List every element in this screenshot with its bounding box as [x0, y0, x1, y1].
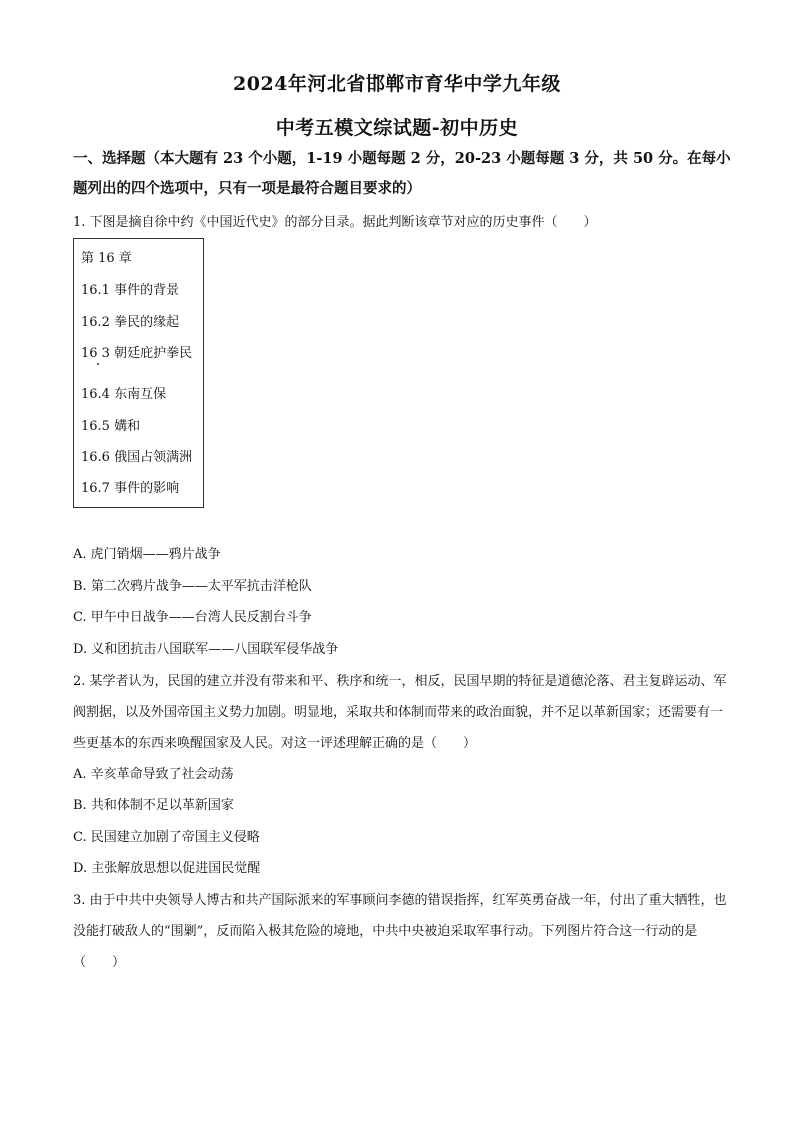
- question-2-option-a: A. 辛亥革命导致了社会动荡: [73, 767, 234, 782]
- toc-chapter: 第 16 章: [81, 251, 132, 266]
- table-of-contents-box: [73, 238, 204, 508]
- toc-item: 16.4 东南互保: [81, 387, 167, 402]
- question-1-option-b: B. 第二次鸦片战争——太平军抗击洋枪队: [73, 579, 312, 594]
- section-heading: 一、选择题（本大题有 23 个小题，1-19 小题每题 2 分，20-23 小题每题 3 分，共 50 分。在每小题列出的四个选项中，只有一项是最符合题目要求的）: [73, 150, 731, 197]
- toc-item: 16.6 俄国占领满洲: [81, 450, 193, 465]
- question-1-option-a: A. 虎门销烟——鸦片战争: [73, 547, 221, 562]
- toc-item: 16.7 事件的影响: [81, 481, 180, 496]
- stray-dot: [97, 363, 99, 365]
- question-1-option-d: D. 义和团抗击八国联军——八国联军侵华战争: [73, 642, 339, 657]
- question-2-option-c: C. 民国建立加剧了帝国主义侵略: [73, 830, 260, 845]
- question-1-stem: 1. 下图是摘自徐中约《中国近代史》的部分目录。据此判断该章节对应的历史事件（ ）: [73, 215, 597, 230]
- document-subtitle: 中考五模文综试题-初中历史: [275, 117, 519, 139]
- question-2-option-d: D. 主张解放思想以促进国民觉醒: [73, 861, 261, 876]
- toc-item: 16.1 事件的背景: [81, 283, 180, 298]
- document-title: 2024年河北省邯郸市育华中学九年级: [233, 73, 561, 95]
- question-2-option-b: B. 共和体制不足以革新国家: [73, 798, 234, 813]
- question-3-stem: 3. 由于中共中央领导人博古和共产国际派来的军事顾问李德的错误指挥，红军英勇奋战一年，付出了重大牺牲，也没能打破敌人的“围剿”，反而陷入极其危险的境地，中共中央被迫采取军事行动。下列图片符合这一行动的是（ ）: [73, 893, 727, 970]
- question-2-stem: 2. 某学者认为，民国的建立并没有带来和平、秩序和统一，相反，民国早期的特征是道德沦落、君主复辟运动、军阀割据，以及外国帝国主义势力加剧。明显地，采取共和体制而带来的政治面貌，并不足以革新国家；还需要有一些更基本的东西来唤醒国家及人民。对这一评述理解正确的是（ ）: [73, 674, 727, 751]
- question-1-option-c: C. 甲午中日战争——台湾人民反割台斗争: [73, 610, 312, 625]
- toc-item: 16.5 媾和: [81, 419, 141, 434]
- toc-item: 16 3 朝廷庇护拳民: [81, 346, 193, 361]
- toc-item: 16.2 拳民的缘起: [81, 315, 180, 330]
